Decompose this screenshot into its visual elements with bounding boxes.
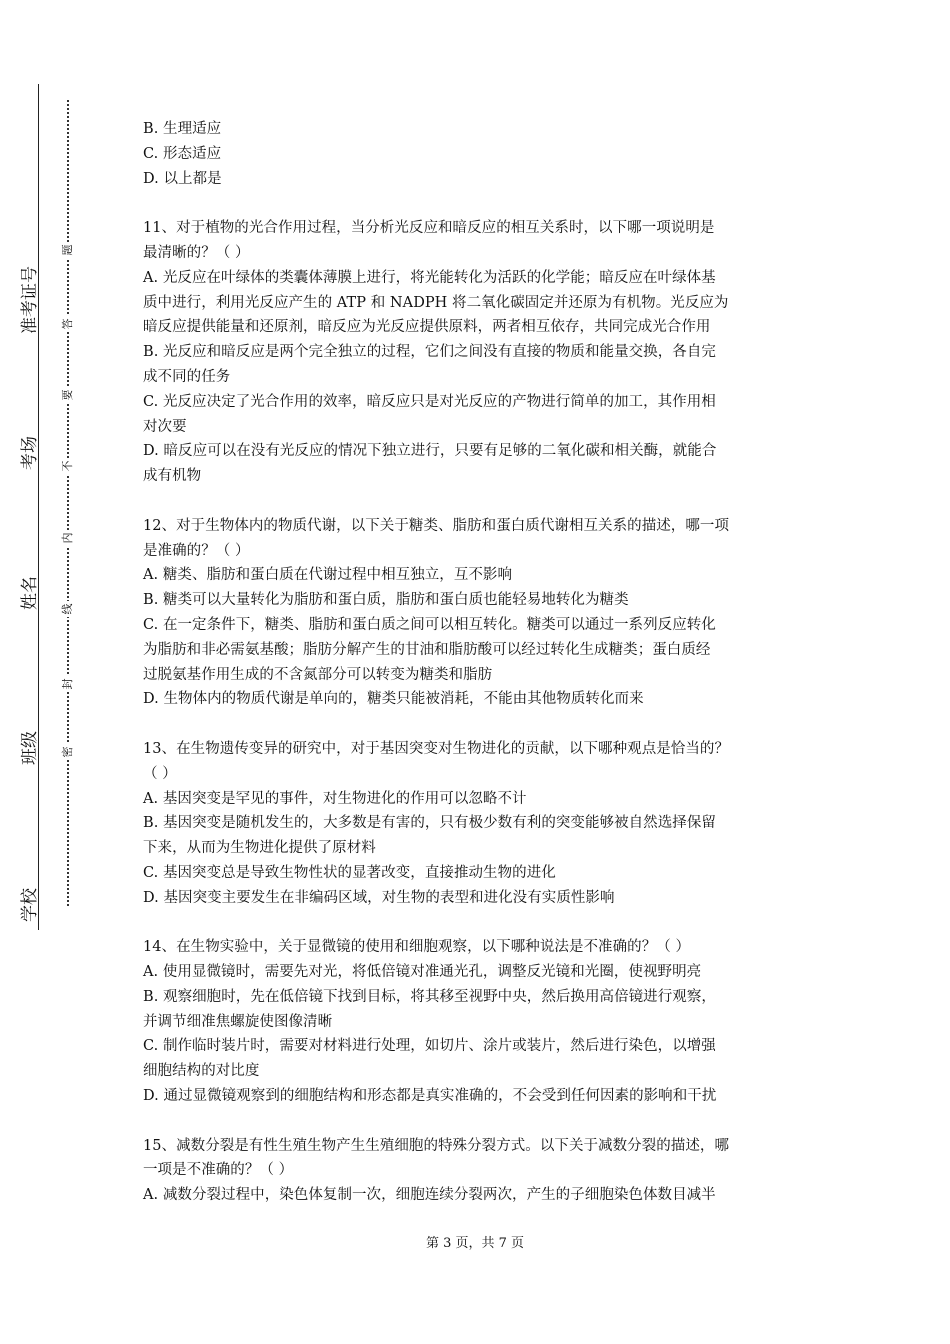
question-15 [143, 1134, 811, 1208]
continued-options [143, 117, 811, 191]
question-stem: 最清晰的？（ ） [143, 244, 250, 261]
binding-line-solid [38, 84, 39, 930]
question-11 [143, 216, 811, 489]
option-line: B. 糖类可以大量转化为脂肪和蛋白质，脂肪和蛋白质也能轻易地转化为糖类 [143, 592, 629, 609]
binding-line-dotted [67, 100, 69, 906]
question-stem: 12、对于生物体内的物质代谢，以下关于糖类、脂肪和蛋白质代谢相互关系的描述，哪一项 [143, 517, 729, 534]
option-line: D. 暗反应可以在没有光反应的情况下独立进行，只要有足够的二氧化碳和相关酶，就能合 [143, 443, 717, 460]
question-stem: 15、减数分裂是有性生殖生物产生生殖细胞的特殊分裂方式。以下关于减数分裂的描述，哪 [143, 1137, 729, 1154]
option-line: 成有机物 [143, 468, 202, 485]
option-line: B. 生理适应 [143, 121, 222, 137]
option-line: 质中进行，利用光反应产生的 ATP 和 NADPH 将二氧化碳固定并还原为有机物。光反应为 [143, 294, 729, 311]
option-line: 下来，从而为生物进化提供了原材料 [143, 840, 376, 857]
seal-char: 封 [60, 676, 76, 692]
question-13 [143, 737, 811, 911]
seal-char: 内 [60, 530, 76, 546]
option-line: D. 基因突变主要发生在非编码区域，对生物的表型和进化没有实质性影响 [143, 889, 615, 906]
question-stem: （ ） [143, 765, 177, 782]
question-stem: 14、在生物实验中，关于显微镜的使用和细胞观察，以下哪种说法是不准确的？（ ） [143, 939, 691, 956]
option-line: 过脱氨基作用生成的不含氮部分可以转变为糖类和脂肪 [143, 666, 493, 683]
option-line: B. 基因突变是随机发生的，大多数是有害的，只有极少数有利的突变能够被自然选择保留 [143, 815, 716, 832]
seal-char: 密 [60, 744, 76, 760]
seal-char: 要 [60, 387, 76, 403]
option-line: 暗反应提供能量和还原剂，暗反应为光反应提供原料，两者相互依存，共同完成光合作用 [143, 319, 711, 336]
seal-char: 线 [60, 601, 76, 617]
option-line: 对次要 [143, 418, 187, 435]
question-stem: 11、对于植物的光合作用过程，当分析光反应和暗反应的相互关系时，以下哪一项说明是 [143, 220, 715, 237]
option-line: D. 通过显微镜观察到的细胞结构和形态都是真实准确的，不会受到任何因素的影响和干扰 [143, 1088, 717, 1105]
option-line: B. 观察细胞时，先在低倍镜下找到目标，将其移至视野中央，然后换用高倍镜进行观察， [143, 988, 716, 1005]
option-line: B. 光反应和暗反应是两个完全独立的过程，它们之间没有直接的物质和能量交换，各自完 [143, 344, 716, 361]
option-line: D. 生物体内的物质代谢是单向的，糖类只能被消耗，不能由其他物质转化而来 [143, 691, 644, 708]
option-line: C. 形态适应 [143, 145, 222, 162]
seal-char: 不 [60, 458, 76, 474]
page-number: 第 3 页，共 7 页 [425, 1236, 525, 1251]
question-14 [143, 935, 811, 1109]
field-class-label: 班级 [20, 731, 40, 765]
question-content [143, 117, 811, 1208]
question-12 [143, 514, 811, 712]
field-school-label: 学校 [20, 888, 40, 922]
option-line: C. 光反应决定了光合作用的效率，暗反应只是对光反应的产物进行简单的加工，其作用相 [143, 393, 716, 410]
option-line: A. 糖类、脂肪和蛋白质在代谢过程中相互独立，互不影响 [143, 567, 513, 584]
option-line: 成不同的任务 [143, 368, 231, 385]
option-line: D. 以上都是 [143, 170, 222, 187]
option-line: C. 在一定条件下，糖类、脂肪和蛋白质之间可以相互转化。糖类可以通过一系列反应转化 [143, 616, 716, 633]
option-line: 细胞结构的对比度 [143, 1063, 260, 1080]
field-admission-number-label: 准考证号 [20, 266, 40, 334]
option-line: A. 光反应在叶绿体的类囊体薄膜上进行，将光能转化为活跃的化学能；暗反应在叶绿体基 [143, 269, 716, 286]
option-line: C. 制作临时装片时，需要对材料进行处理，如切片、涂片或装片，然后进行染色，以增强 [143, 1038, 716, 1055]
option-line: A. 基因突变是罕见的事件，对生物进化的作用可以忽略不计 [143, 790, 527, 807]
question-stem: 一项是不准确的？（ ） [143, 1162, 294, 1179]
field-exam-room-label: 考场 [20, 436, 40, 470]
field-name-label: 姓名 [20, 576, 40, 610]
question-stem: 是准确的？（ ） [143, 542, 250, 559]
seal-char: 题 [60, 242, 76, 258]
option-line: C. 基因突变总是导致生物性状的显著改变，直接推动生物的进化 [143, 864, 556, 881]
option-line: 为脂肪和非必需氨基酸；脂肪分解产生的甘油和脂肪酸可以经过转化生成糖类；蛋白质经 [143, 641, 711, 658]
option-line: 并调节细准焦螺旋使图像清晰 [143, 1013, 333, 1030]
question-stem: 13、在生物遗传变异的研究中，对于基因突变对生物进化的贡献，以下哪种观点是恰当的？ [143, 740, 729, 757]
seal-char: 答 [60, 316, 76, 332]
option-line: A. 减数分裂过程中，染色体复制一次，细胞连续分裂两次，产生的子细胞染色体数目减半 [143, 1187, 716, 1204]
option-line: A. 使用显微镜时，需要先对光，将低倍镜对准通光孔，调整反光镜和光圈，使视野明亮 [143, 964, 702, 981]
